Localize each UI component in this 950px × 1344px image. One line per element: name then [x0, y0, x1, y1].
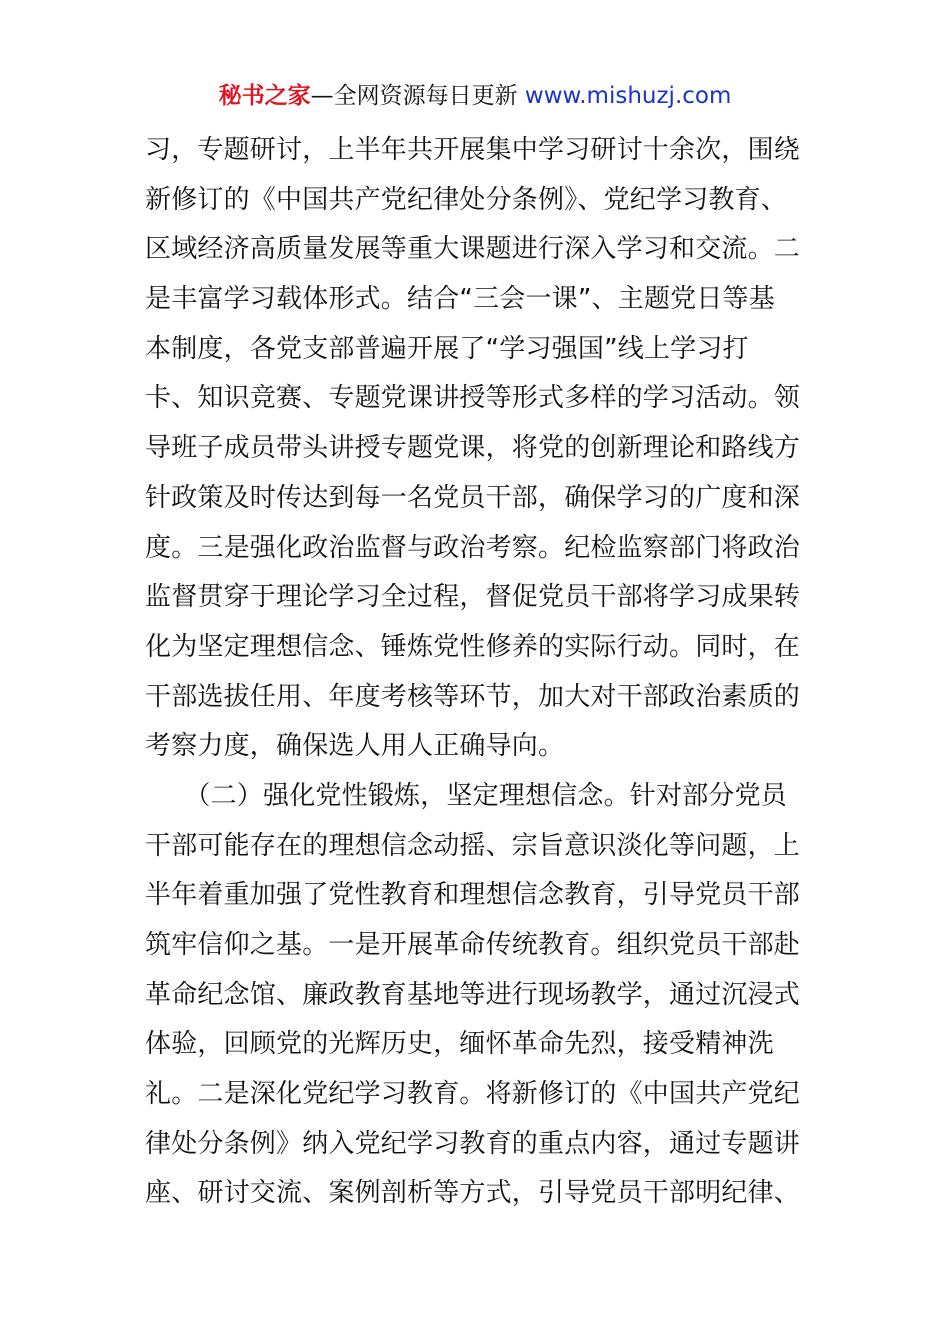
section-heading-line: （二）强化党性锻炼，坚定理想信念。针对部分党员 [145, 780, 788, 811]
text-line: 座、研讨交流、案例剖析等方式，引导党员干部明纪律、 [145, 1178, 801, 1209]
text-line: 是丰富学习载体形式。结合“三会一课”、主题党日等基 [145, 284, 775, 315]
text-line: 本制度，各党支部普遍开展了“学习强国”线上学习打 [145, 333, 749, 364]
text-line: 卡、知识竞赛、专题党课讲授等形式多样的学习活动。领 [145, 383, 801, 414]
text-line: 筑牢信仰之基。一是开展革命传统教育。组织党员干部赴 [145, 930, 801, 960]
text-line: 化为坚定理想信念、锤炼党性修养的实际行动。同时，在 [145, 631, 801, 662]
site-header [0, 80, 950, 112]
text-line: 区域经济高质量发展等重大课题进行深入学习和交流。二 [145, 234, 801, 265]
site-tagline: —全网资源每日更新 [310, 83, 518, 109]
text-line: 半年着重加强了党性教育和理想信念教育，引导党员干部 [145, 880, 801, 911]
text-line: 律处分条例》纳入党纪学习教育的重点内容，通过专题讲 [145, 1128, 801, 1159]
text-line: 干部可能存在的理想信念动摇、宗旨意识淡化等问题，上 [145, 830, 801, 861]
text-line: 干部选拔任用、年度考核等环节，加大对干部政治素质的 [145, 681, 801, 712]
text-line: 度。三是强化政治监督与政治考察。纪检监察部门将政治 [145, 532, 801, 563]
text-line: 习，专题研讨，上半年共开展集中学习研讨十余次，围绕 [145, 135, 801, 165]
site-brand: 秘书之家 [218, 83, 311, 109]
text-line: 革命纪念馆、廉政教育基地等进行现场教学，通过沉浸式 [145, 979, 801, 1010]
text-line: 体验，回顾党的光辉历史，缅怀革命先烈，接受精神洗 [145, 1029, 774, 1060]
text-line: 针政策及时传达到每一名党员干部，确保学习的广度和深 [145, 482, 801, 513]
text-line: 监督贯穿于理论学习全过程，督促党员干部将学习成果转 [145, 582, 801, 613]
text-line: 礼。二是深化党纪学习教育。将新修订的《中国共产党纪 [145, 1079, 801, 1110]
text-line: 考察力度，确保选人用人正确导向。 [145, 731, 565, 762]
text-line: 导班子成员带头讲授专题党课，将党的创新理论和路线方 [145, 433, 801, 464]
text-line: 新修订的《中国共产党纪律处分条例》、党纪学习教育、 [145, 184, 788, 215]
site-url[interactable]: www.mishuzj.com [517, 83, 732, 109]
document-body [145, 126, 813, 1219]
